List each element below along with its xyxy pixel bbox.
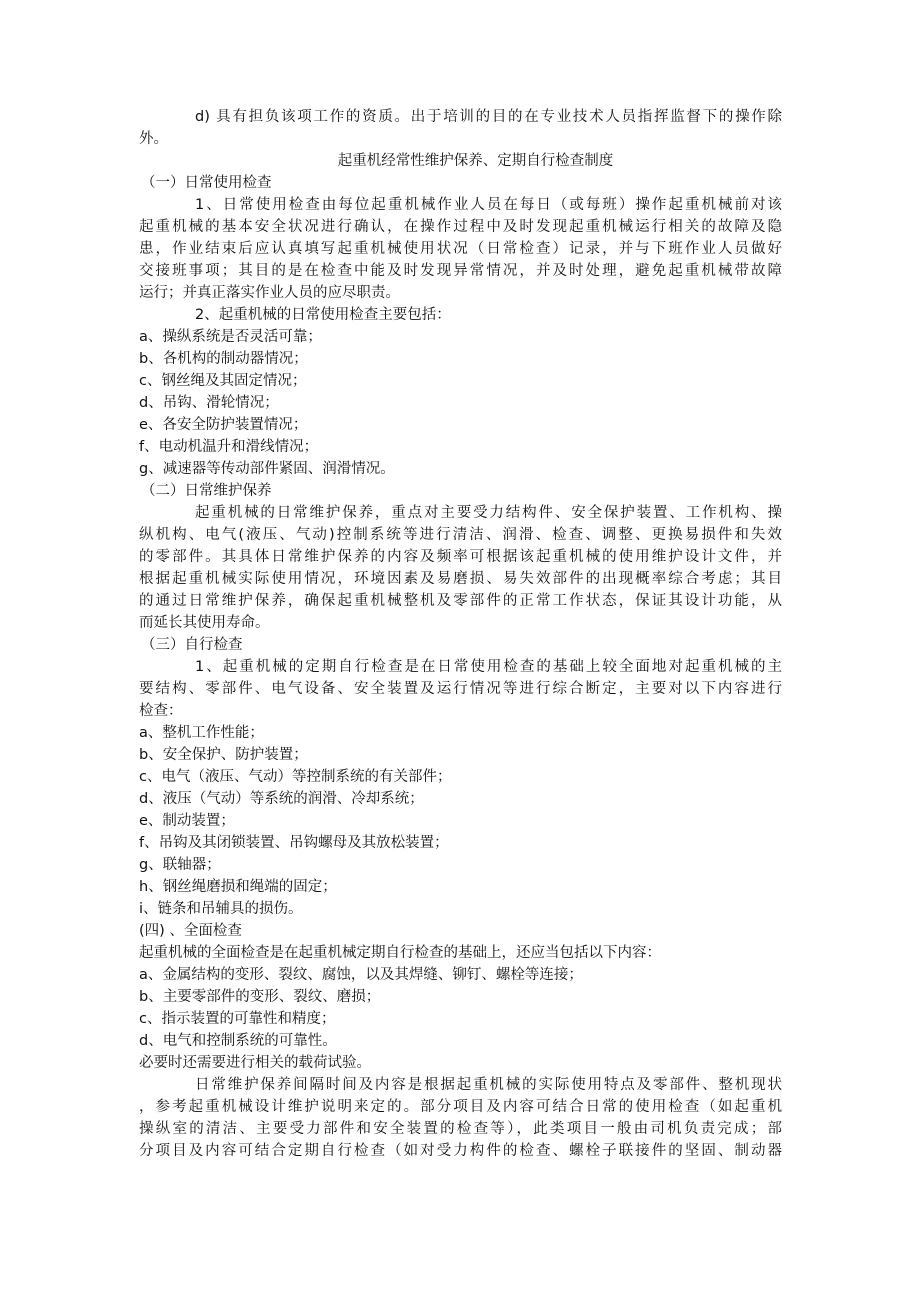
text-line: b、安全保护、防护装置； — [139, 747, 308, 763]
text-line: f、吊钩及其闭锁装置、吊钩螺母及其放松装置； — [139, 835, 449, 851]
text-line: 而延长其使用寿命。 — [139, 615, 270, 631]
text-line: e、制动装置； — [139, 813, 235, 829]
text-line: 根据起重机械实际使用情况，环境因素及易磨损、易失效部件的出现概率综合考虑；其目 — [139, 571, 782, 587]
text-line: 起重机经常性维护保养、定期自行检查制度 — [337, 153, 614, 169]
text-line: 交接班事项；其目的是在检查中能及时发现异常情况，并及时处理，避免起重机械带故障 — [139, 263, 782, 279]
text-line: ，参考起重机械设计维护说明来定的。部分项目及内容可结合日常的使用检查（如起重机 — [139, 1099, 782, 1115]
text-line: d) 具有担负该项工作的资质。出于培训的目的在专业技术人员指挥监督下的操作除 — [195, 109, 782, 125]
text-line: 起重机械的日常维护保养，重点对主要受力结构件、安全保护装置、工作机构、操 — [195, 505, 782, 521]
text-line: h、钢丝绳磨损和绳端的固定； — [139, 879, 337, 895]
text-line: a、整机工作性能； — [139, 725, 264, 741]
text-line: 1、起重机械的定期自行检查是在日常使用检查的基础上较全面地对起重机械的主 — [195, 659, 782, 675]
text-line: 起重机械的基本安全状况进行确认，在操作过程中及时发现起重机械运行相关的故障及隐 — [139, 219, 782, 235]
text-line: 分项目及内容可结合定期自行检查（如对受力构件的检查、螺栓子联接件的坚固、制动器 — [139, 1143, 782, 1159]
document-page — [139, 106, 782, 1162]
text-line: 纵机构、电气(液压、气动)控制系统等进行清洁、润滑、检查、调整、更换易损件和失效 — [139, 527, 782, 543]
text-line: c、电气（液压、气动）等控制系统的有关部件； — [139, 769, 452, 785]
text-line: b、主要零部件的变形、裂纹、磨损； — [139, 989, 381, 1005]
text-line: 必要时还需要进行相关的载荷试验。 — [139, 1055, 371, 1071]
text-line: i、链条和吊辅具的损伤。 — [139, 901, 303, 917]
text-line: 的零部件。其具体日常维护保养的内容及频率可根据该起重机械的使用维护设计文件，并 — [139, 549, 782, 565]
text-line: c、指示装置的可靠性和精度； — [139, 1011, 336, 1027]
text-line: a、操纵系统是否灵活可靠； — [139, 329, 322, 345]
text-line: 患，作业结束后应认真填写起重机械使用状况（日常检查）记录，并与下班作业人员做好 — [139, 241, 782, 257]
text-line: 操纵室的清洁、主要受力部件和安全装置的检查等），此类项目一般由司机负责完成；部 — [139, 1121, 782, 1137]
text-line: （三）自行检查 — [141, 637, 243, 653]
text-line: e、各安全防护装置情况； — [139, 417, 308, 433]
text-line: b、各机构的制动器情况； — [139, 351, 308, 367]
text-line: (四) 、全面检查 — [139, 923, 242, 939]
text-line: 运行；并真正落实作业人员的应尽职责。 — [139, 285, 400, 301]
text-line: 检查： — [139, 703, 183, 719]
text-line: g、减速器等传动部件紧固、润滑情况。 — [139, 461, 395, 477]
text-line: d、吊钩、滑轮情况； — [139, 395, 279, 411]
text-line: a、金属结构的变形、裂纹、腐蚀，以及其焊缝、铆钉、螺栓等连接； — [139, 967, 583, 983]
text-line: 起重机械的全面检查是在起重机械定期自行检查的基础上，还应当包括以下内容： — [139, 945, 661, 961]
text-line: g、联轴器； — [139, 857, 221, 873]
text-line: d、液压（气动）等系统的润滑、冷却系统； — [139, 791, 424, 807]
text-line: 要结构、零部件、电气设备、安全装置及运行情况等进行综合断定，主要对以下内容进行 — [139, 681, 782, 697]
text-line: 2、起重机械的日常使用检查主要包括： — [195, 307, 451, 323]
text-line: （一）日常使用检查 — [141, 175, 272, 191]
text-line: 日常维护保养间隔时间及内容是根据起重机械的实际使用特点及零部件、整机现状 — [195, 1077, 782, 1093]
text-line: c、钢丝绳及其固定情况； — [139, 373, 307, 389]
text-line: 的通过日常维护保养，确保起重机械整机及零部件的正常工作状态，保证其设计功能，从 — [139, 593, 782, 609]
text-line: f、电动机温升和滑线情况； — [139, 439, 319, 455]
text-line: 1、日常使用检查由每位起重机械作业人员在每日（或每班）操作起重机械前对该 — [195, 197, 782, 213]
text-line: 外。 — [139, 131, 168, 147]
text-line: d、电气和控制系统的可靠性。 — [139, 1033, 337, 1049]
text-line: （二）日常维护保养 — [141, 483, 272, 499]
